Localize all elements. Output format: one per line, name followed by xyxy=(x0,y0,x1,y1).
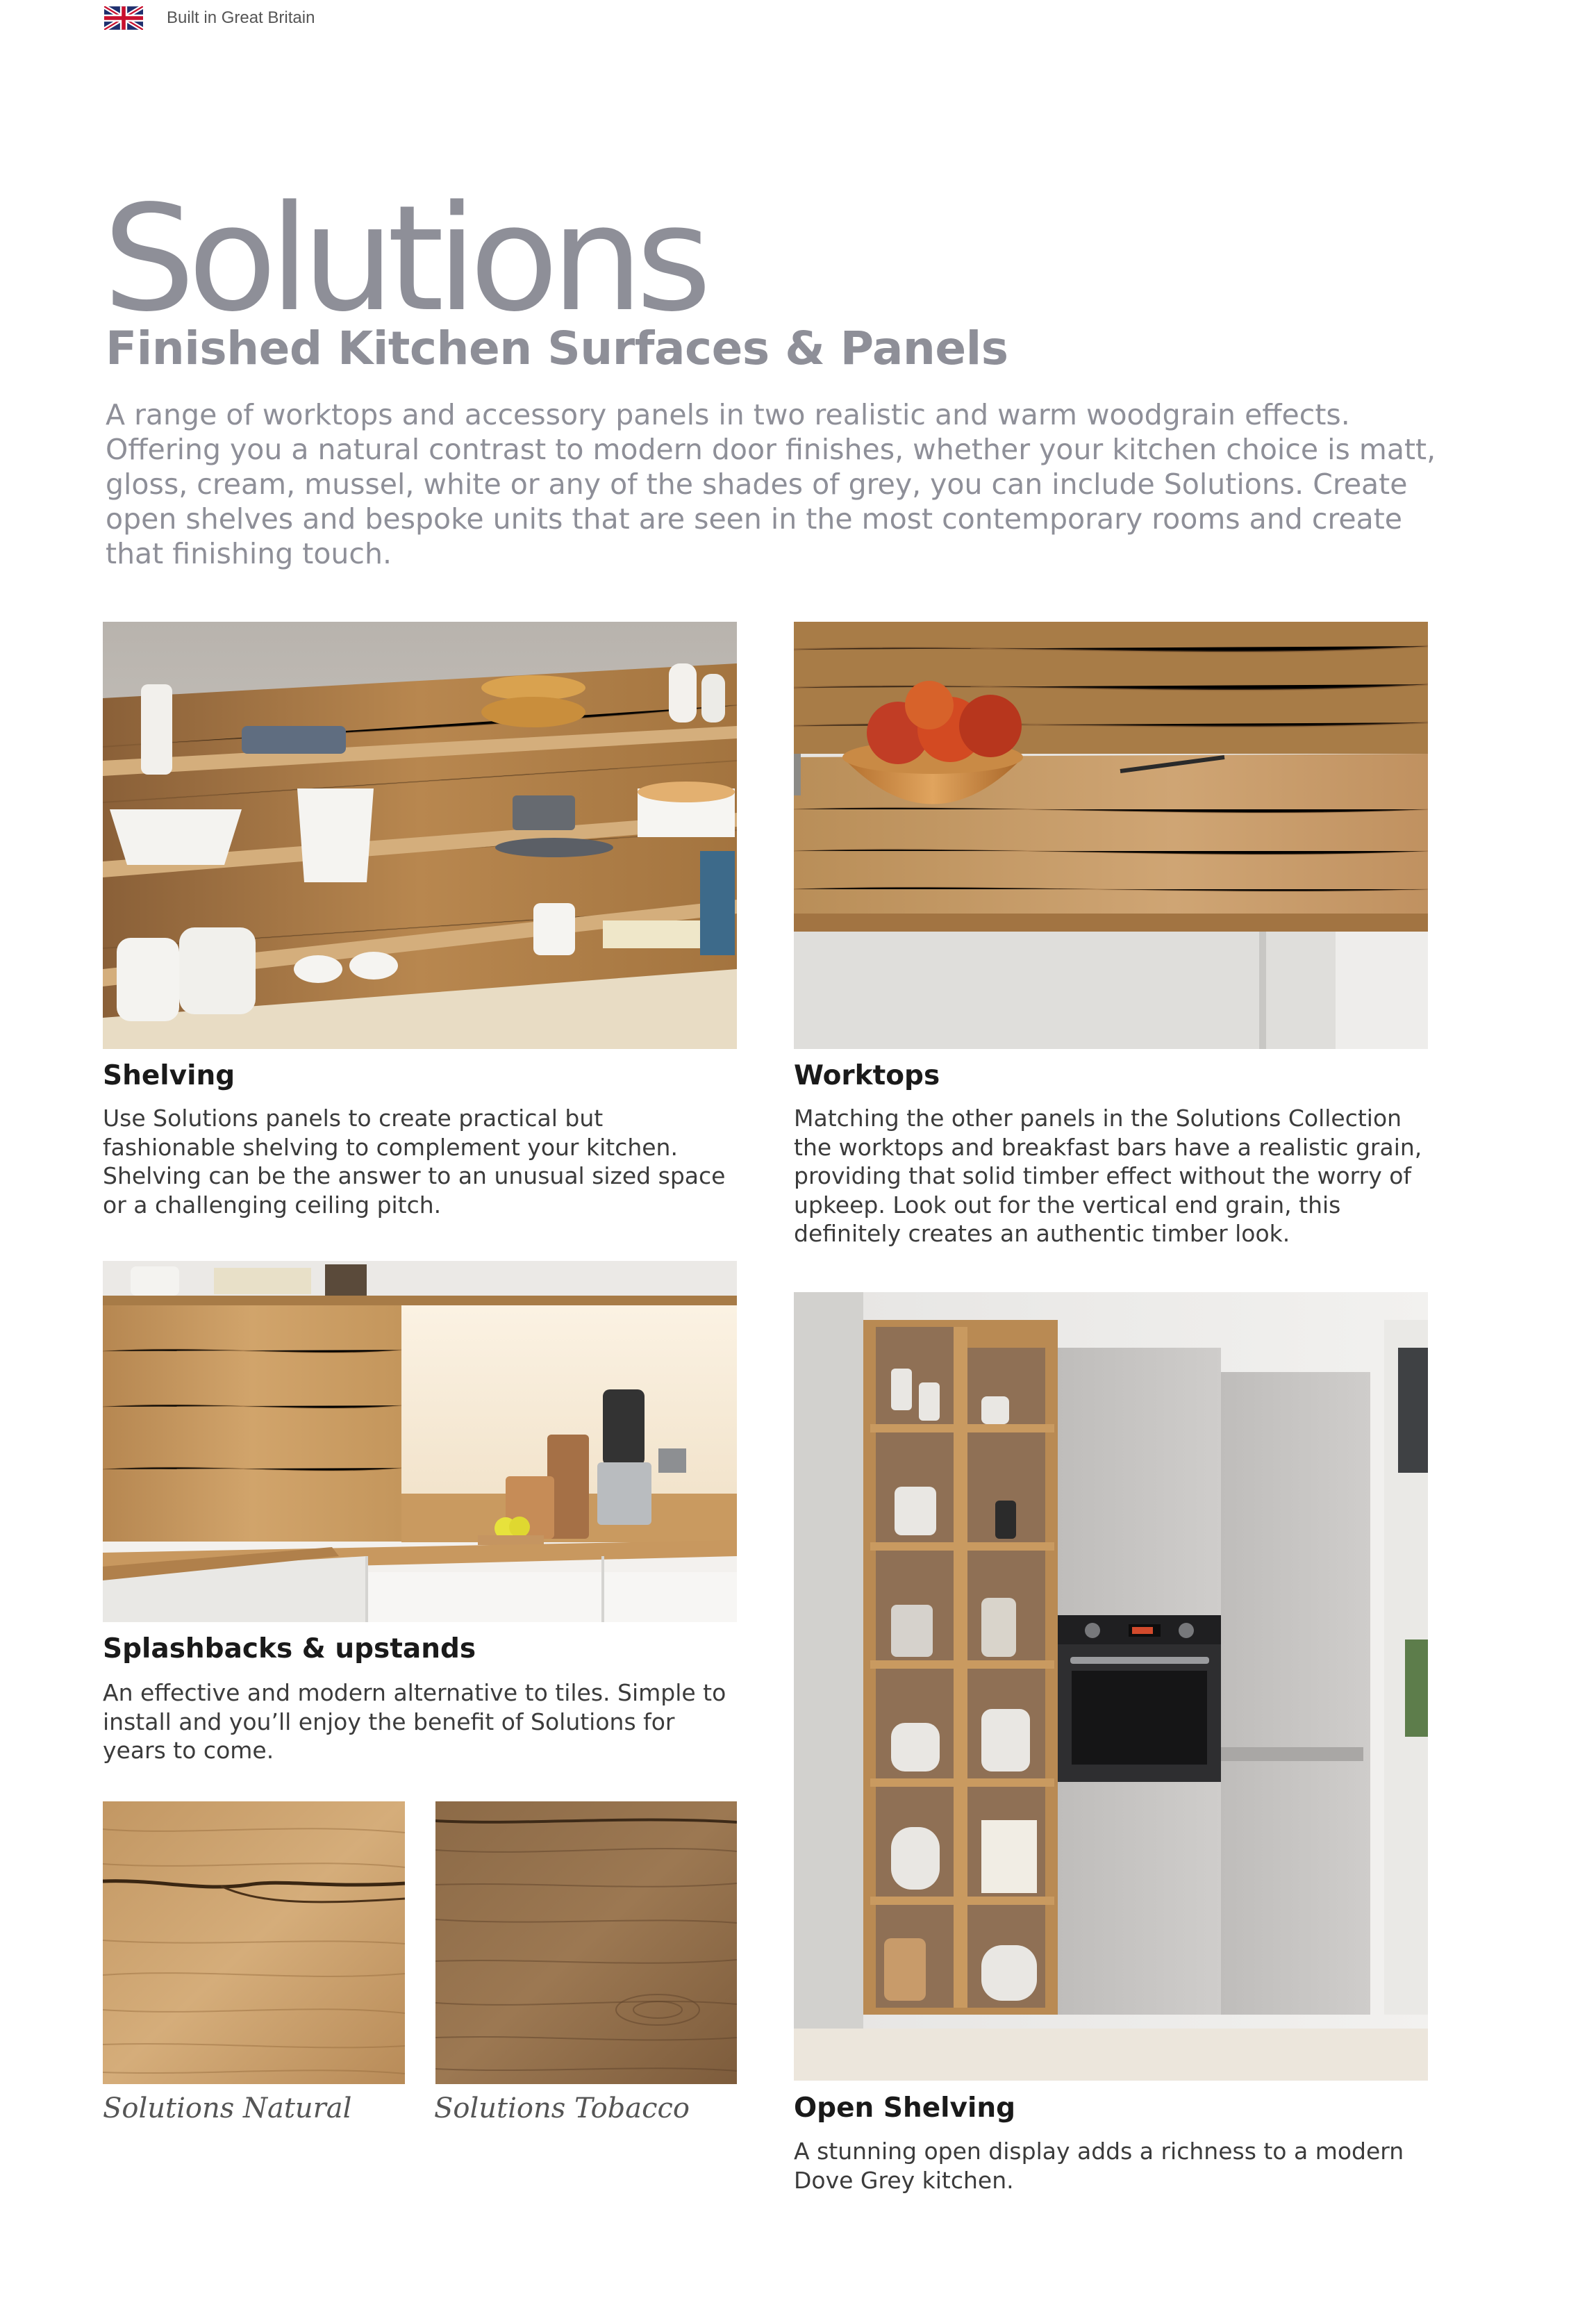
shelving-body: Use Solutions panels to create practical but fashionable shelving to complement your kitchen. Shelving can be the answer to an unusual sized space or a challenging ceiling pitch. xyxy=(103,1105,726,1219)
swatch-natural-label: Solutions Natural xyxy=(103,2092,352,2124)
tagline: Built in Great Britain xyxy=(167,8,315,27)
intro-paragraph: A range of worktops and accessory panels in two realistic and warm woodgrain effects. Offering you a natural contrast to modern door finishes, whether your kitchen choice is matt, gloss, cream, mussel, white or any of the shades of grey, you can include Solutions. Create open shelves and bespoke units that are seen in the most contemporary rooms and create that finishing touch. xyxy=(106,398,1436,570)
swatch-tobacco xyxy=(435,1801,737,2084)
open-shelving-photo xyxy=(794,1292,1428,2081)
shelving-title: Shelving xyxy=(103,1060,235,1091)
open-shelving-body: A stunning open display adds a richness to a modern Dove Grey kitchen. xyxy=(794,2138,1404,2194)
swatch-tobacco-label: Solutions Tobacco xyxy=(434,2092,690,2124)
splashbacks-title: Splashbacks & upstands xyxy=(103,1633,476,1665)
splashbacks-body: An effective and modern alternative to tiles. Simple to install and you’ll enjoy the benefit of Solutions for years to come. xyxy=(103,1679,726,1764)
union-jack-flag-icon xyxy=(104,6,143,30)
page-title: Solutions xyxy=(103,174,704,344)
worktops-body: Matching the other panels in the Solutions Collection the worktops and breakfast bars have a realistic grain, providing that solid timber effect without the worry of upkeep. Look out for the vertical end grain, this definitely creates an authentic timber look. xyxy=(794,1105,1422,1247)
splashbacks-photo xyxy=(103,1261,737,1622)
worktops-title: Worktops xyxy=(794,1060,940,1091)
open-shelving-title: Open Shelving xyxy=(794,2092,1016,2124)
header-bar xyxy=(104,4,315,32)
swatch-natural xyxy=(103,1801,405,2084)
worktops-photo xyxy=(794,622,1428,1049)
page-subtitle: Finished Kitchen Surfaces & Panels xyxy=(106,322,1008,375)
shelving-photo xyxy=(103,622,737,1049)
